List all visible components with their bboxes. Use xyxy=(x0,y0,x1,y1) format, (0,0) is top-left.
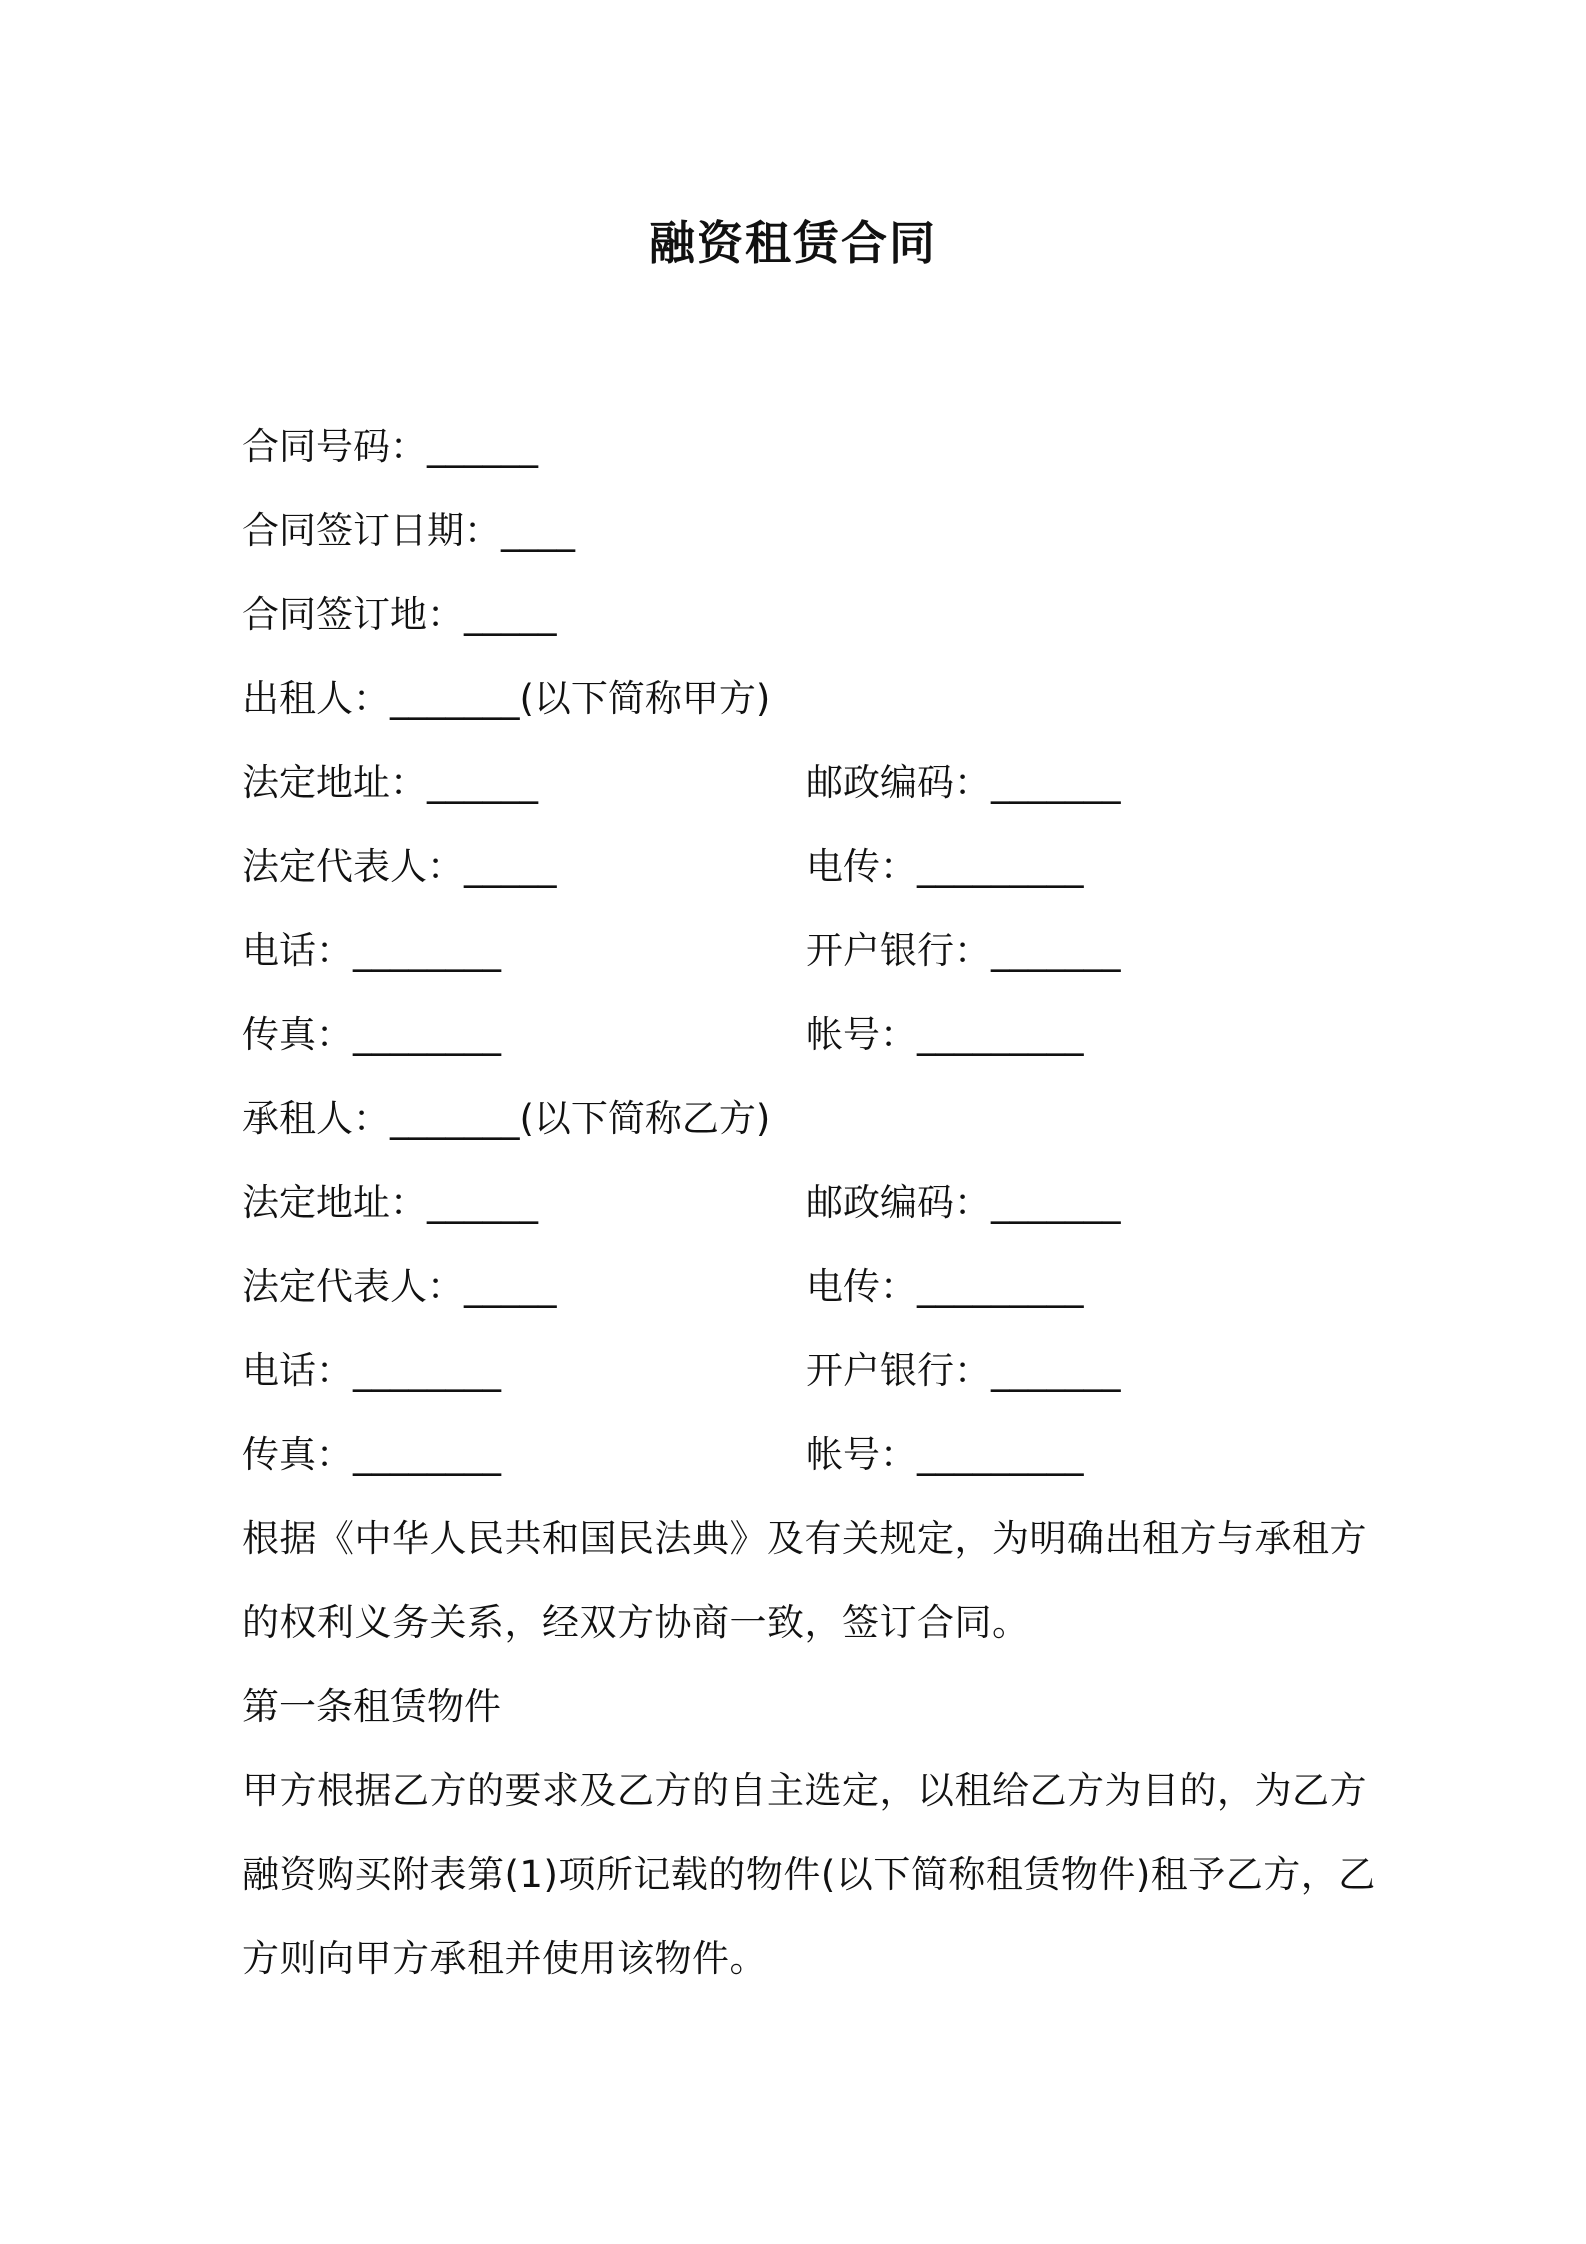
article-1-heading: 第一条租赁物件 xyxy=(242,1685,501,1728)
contract-sign-date-field: 合同签订日期：____ xyxy=(242,509,575,552)
lessor-bank-field: 开户银行：_______ xyxy=(806,929,1121,972)
lessee-account-field: 帐号：_________ xyxy=(806,1433,1084,1476)
paragraph-line: 甲方根据乙方的要求及乙方的自主选定，以租给乙方为目的，为乙方 xyxy=(242,1769,1367,1812)
lessor-fax-field: 传真：________ xyxy=(242,1013,501,1056)
document-body xyxy=(242,405,1376,2001)
paragraph-line: 方则向甲方承租并使用该物件。 xyxy=(242,1937,767,1980)
lessor-phone-field: 电话：________ xyxy=(242,929,501,972)
paragraph-line: 根据《中华人民共和国民法典》及有关规定，为明确出租方与承租方 xyxy=(242,1517,1367,1560)
lessor-info-row xyxy=(242,909,1362,993)
lessor-telex-field: 电传：_________ xyxy=(806,845,1084,888)
contract-number-field: 合同号码：______ xyxy=(242,425,538,468)
lessor-legal-rep-field: 法定代表人：_____ xyxy=(242,845,557,888)
article-1-paragraph xyxy=(242,1749,1376,2001)
paragraph-line: 的权利义务关系，经双方协商一致，签订合同。 xyxy=(242,1601,1030,1644)
lessee-field: 承租人：_______(以下简称乙方) xyxy=(242,1097,771,1140)
lessee-legal-rep-field: 法定代表人：_____ xyxy=(242,1265,557,1308)
lessee-telex-field: 电传：_________ xyxy=(806,1265,1084,1308)
lessee-phone-field: 电话：________ xyxy=(242,1349,501,1392)
lessor-account-field: 帐号：_________ xyxy=(806,1013,1084,1056)
lessor-info-row xyxy=(242,825,1362,909)
document-title: 融资租赁合同 xyxy=(649,216,937,270)
lessee-info-row xyxy=(242,1329,1362,1413)
lessee-bank-field: 开户银行：_______ xyxy=(806,1349,1121,1392)
lessee-info-row xyxy=(242,1161,1362,1245)
lessor-info-row xyxy=(242,993,1362,1077)
lessee-fax-field: 传真：________ xyxy=(242,1433,501,1476)
lessee-legal-address-field: 法定地址：______ xyxy=(242,1181,538,1224)
lessee-info-row xyxy=(242,1413,1362,1497)
lessee-postcode-field: 邮政编码：_______ xyxy=(806,1181,1121,1224)
lessor-postcode-field: 邮政编码：_______ xyxy=(806,761,1121,804)
lessor-field: 出租人：_______(以下简称甲方) xyxy=(242,677,771,720)
lessor-legal-address-field: 法定地址：______ xyxy=(242,761,538,804)
contract-sign-place-field: 合同签订地：_____ xyxy=(242,593,557,636)
lessee-info-row xyxy=(242,1245,1362,1329)
lessor-info-row xyxy=(242,741,1362,825)
paragraph-line: 融资购买附表第(1)项所记载的物件(以下简称租赁物件)租予乙方，乙 xyxy=(242,1853,1376,1896)
preamble-paragraph xyxy=(242,1497,1367,1665)
